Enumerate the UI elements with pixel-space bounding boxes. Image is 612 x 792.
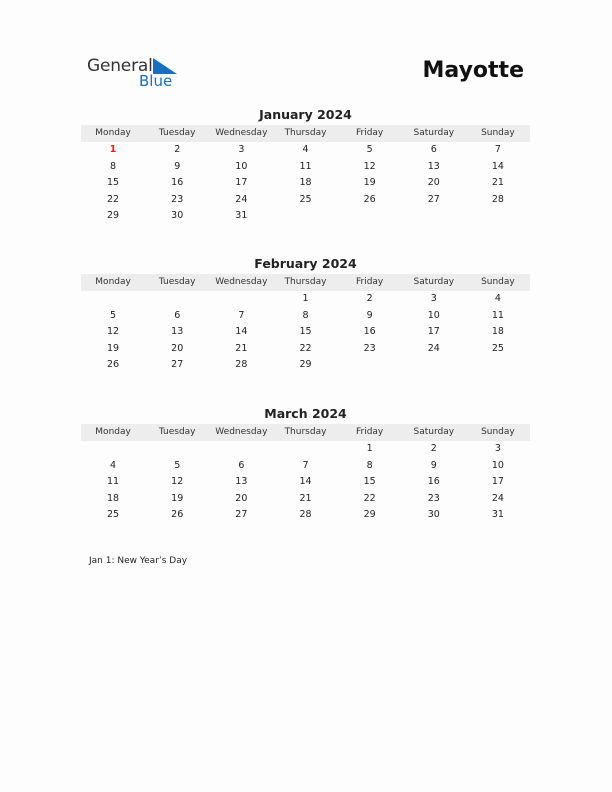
day-cell: 5 <box>110 309 117 321</box>
day-cell: 8 <box>366 459 373 471</box>
month-title: March 2024 <box>264 406 347 421</box>
week-row <box>81 324 530 341</box>
day-cell: 20 <box>235 492 248 504</box>
day-cell: 23 <box>363 342 376 354</box>
weekday-label: Wednesday <box>215 277 268 287</box>
weekday-header-row <box>81 274 530 291</box>
day-cell: 10 <box>427 309 440 321</box>
day-cell: 17 <box>235 177 248 189</box>
day-cell: 5 <box>366 144 373 155</box>
day-cell: 5 <box>174 459 181 471</box>
week-row <box>81 357 530 374</box>
month-calendar <box>81 406 530 524</box>
week-row <box>81 474 530 491</box>
day-cell: 21 <box>299 492 312 504</box>
weekday-label: Tuesday <box>158 427 196 437</box>
empty-day-cell <box>145 291 209 308</box>
day-cell: 7 <box>238 309 245 321</box>
day-cell: 23 <box>171 193 184 205</box>
weekday-label: Monday <box>95 427 131 437</box>
empty-day-cell <box>209 441 273 458</box>
day-cell: 2 <box>430 443 437 454</box>
day-cell: 20 <box>427 177 440 189</box>
day-cell: 19 <box>107 342 120 354</box>
empty-day-cell <box>338 357 402 374</box>
day-cell: 2 <box>174 144 181 155</box>
logo-text-general: General <box>87 56 153 76</box>
week-row <box>81 291 530 308</box>
day-cell: 10 <box>491 459 504 471</box>
day-cell: 26 <box>171 509 184 521</box>
day-cell: 27 <box>235 509 248 521</box>
weekday-label: Wednesday <box>215 427 268 437</box>
empty-day-cell <box>338 208 402 225</box>
week-row <box>81 159 530 176</box>
day-cell: 18 <box>299 177 312 189</box>
day-cell: 17 <box>427 326 440 338</box>
empty-day-cell <box>81 441 145 458</box>
month-title: February 2024 <box>254 256 357 271</box>
day-cell: 12 <box>107 326 120 338</box>
weekday-label: Sunday <box>481 277 515 287</box>
week-row <box>81 507 530 524</box>
day-cell: 14 <box>299 476 312 488</box>
day-cell: 27 <box>427 193 440 205</box>
day-cell: 1 <box>366 443 373 454</box>
weekday-label: Friday <box>355 277 384 287</box>
empty-day-cell <box>402 357 466 374</box>
empty-day-cell <box>145 441 209 458</box>
day-cell: 11 <box>491 309 504 321</box>
weekday-label: Monday <box>95 128 131 138</box>
day-cell: 29 <box>299 359 312 371</box>
day-cell: 26 <box>107 359 120 371</box>
day-cell: 7 <box>494 144 501 155</box>
week-row <box>81 341 530 358</box>
holiday-note: Jan 1: New Year’s Day <box>89 556 188 566</box>
weekday-label: Friday <box>355 128 384 138</box>
weekday-label: Thursday <box>284 277 327 287</box>
weekday-label: Sunday <box>481 128 515 138</box>
day-cell: 15 <box>107 177 120 189</box>
day-cell: 3 <box>494 443 501 454</box>
empty-day-cell <box>209 291 273 308</box>
weekday-label: Sunday <box>481 427 515 437</box>
day-cell: 8 <box>110 160 117 172</box>
week-row <box>81 208 530 225</box>
day-cell: 1 <box>302 293 309 304</box>
day-cell: 27 <box>171 359 184 371</box>
empty-day-cell <box>466 357 530 374</box>
day-cell: 2 <box>366 293 373 304</box>
weekday-label: Tuesday <box>158 128 196 138</box>
day-cell: 15 <box>299 326 312 338</box>
day-cell: 7 <box>302 459 309 471</box>
weekday-label: Thursday <box>284 427 327 437</box>
brand-logo <box>87 56 187 92</box>
month-calendar <box>81 107 530 225</box>
day-cell: 31 <box>491 509 504 521</box>
empty-day-cell <box>273 208 337 225</box>
logo-text-blue: Blue <box>139 72 173 90</box>
day-cell: 30 <box>171 210 184 222</box>
day-cell: 9 <box>174 160 181 172</box>
day-cell: 23 <box>427 492 440 504</box>
day-cell: 13 <box>235 476 248 488</box>
weekday-label: Thursday <box>284 128 327 138</box>
day-cell: 26 <box>363 193 376 205</box>
week-row <box>81 458 530 475</box>
day-cell: 24 <box>491 492 504 504</box>
day-cell: 15 <box>363 476 376 488</box>
day-cell: 14 <box>491 160 504 172</box>
day-cell: 1 <box>109 144 117 155</box>
day-cell: 29 <box>107 210 120 222</box>
day-cell: 6 <box>174 309 181 321</box>
weekday-label: Wednesday <box>215 128 268 138</box>
day-cell: 22 <box>107 193 120 205</box>
empty-day-cell <box>81 291 145 308</box>
day-cell: 16 <box>363 326 376 338</box>
empty-day-cell <box>466 208 530 225</box>
weekday-label: Saturday <box>413 128 455 138</box>
day-cell: 31 <box>235 210 248 222</box>
day-cell: 3 <box>430 293 437 304</box>
day-cell: 18 <box>491 326 504 338</box>
weekday-label: Saturday <box>413 427 455 437</box>
day-cell: 4 <box>302 144 309 155</box>
day-cell: 13 <box>427 160 440 172</box>
day-cell: 6 <box>430 144 437 155</box>
day-cell: 18 <box>107 492 120 504</box>
day-cell: 25 <box>107 509 120 521</box>
day-cell: 28 <box>235 359 248 371</box>
week-row <box>81 175 530 192</box>
day-cell: 25 <box>491 342 504 354</box>
week-row <box>81 142 530 159</box>
day-cell: 6 <box>238 459 245 471</box>
day-cell: 28 <box>491 193 504 205</box>
day-cell: 16 <box>171 177 184 189</box>
day-cell: 3 <box>238 144 245 155</box>
day-cell: 14 <box>235 326 248 338</box>
weekday-label: Monday <box>95 277 131 287</box>
weekday-label: Friday <box>355 427 384 437</box>
week-row <box>81 441 530 458</box>
weekday-label: Saturday <box>413 277 455 287</box>
day-cell: 21 <box>235 342 248 354</box>
weekday-label: Tuesday <box>158 277 196 287</box>
day-cell: 19 <box>171 492 184 504</box>
day-cell: 17 <box>491 476 504 488</box>
day-cell: 4 <box>110 459 117 471</box>
week-row <box>81 308 530 325</box>
week-row <box>81 491 530 508</box>
day-cell: 13 <box>171 326 184 338</box>
weekday-header-row <box>81 125 530 142</box>
day-cell: 9 <box>366 309 373 321</box>
month-title: January 2024 <box>259 107 352 122</box>
day-cell: 19 <box>363 177 376 189</box>
month-calendar <box>81 256 530 374</box>
week-row <box>81 192 530 209</box>
day-cell: 24 <box>427 342 440 354</box>
day-cell: 16 <box>427 476 440 488</box>
day-cell: 12 <box>363 160 376 172</box>
day-cell: 24 <box>235 193 248 205</box>
empty-day-cell <box>402 208 466 225</box>
day-cell: 21 <box>491 177 504 189</box>
day-cell: 4 <box>494 293 501 304</box>
day-cell: 11 <box>107 476 120 488</box>
day-cell: 29 <box>363 509 376 521</box>
day-cell: 10 <box>235 160 248 172</box>
day-cell: 9 <box>430 459 437 471</box>
day-cell: 11 <box>299 160 312 172</box>
day-cell: 28 <box>299 509 312 521</box>
weekday-header-row <box>81 424 530 441</box>
country-title: Mayotte <box>422 58 524 83</box>
day-cell: 22 <box>299 342 312 354</box>
day-cell: 25 <box>299 193 312 205</box>
day-cell: 8 <box>302 309 309 321</box>
day-cell: 20 <box>171 342 184 354</box>
day-cell: 12 <box>171 476 184 488</box>
empty-day-cell <box>273 441 337 458</box>
day-cell: 22 <box>363 492 376 504</box>
day-cell: 30 <box>427 509 440 521</box>
